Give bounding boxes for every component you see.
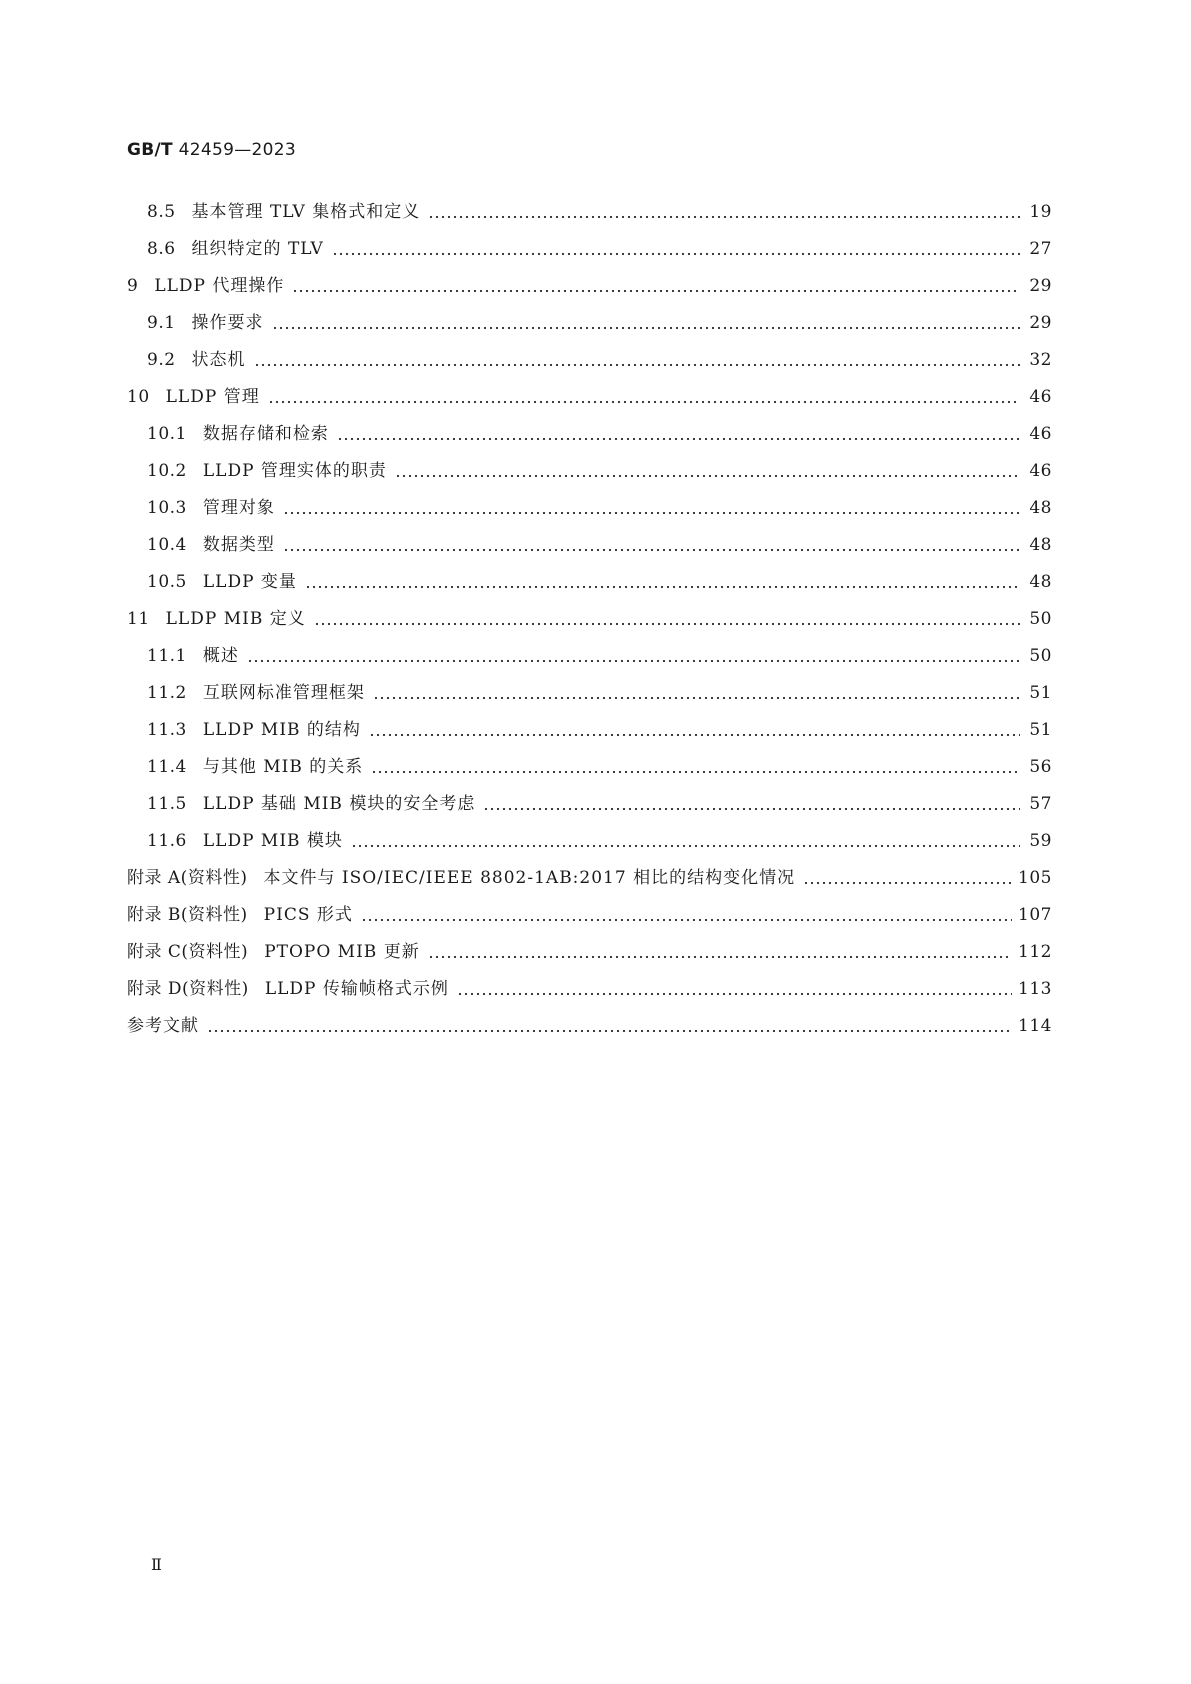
toc-dot-leader xyxy=(292,268,1020,305)
toc-entry[interactable] xyxy=(127,786,1052,823)
toc-entry-number: 11.4 xyxy=(147,757,187,777)
toc-entry-title: LLDP MIB 的结构 xyxy=(202,720,361,740)
toc-entry-title: LLDP MIB 定义 xyxy=(165,609,306,629)
toc-entry-page: 113 xyxy=(1018,979,1052,999)
toc-dot-leader xyxy=(254,342,1020,379)
toc-dot-leader xyxy=(428,194,1020,231)
toc-dot-leader xyxy=(272,305,1020,342)
toc-entry-number: 附录 B(资料性) xyxy=(127,905,248,925)
toc-entry[interactable] xyxy=(127,601,1052,638)
toc-dot-leader xyxy=(395,453,1020,490)
toc-entry-page: 19 xyxy=(1029,202,1052,222)
toc-dot-leader xyxy=(207,1008,1012,1045)
toc-dot-leader xyxy=(371,749,1020,786)
toc-entry-page: 112 xyxy=(1018,942,1052,962)
toc-dot-leader xyxy=(483,786,1020,823)
toc-entry-page: 29 xyxy=(1029,276,1052,296)
toc-entry-title: 状态机 xyxy=(191,350,246,370)
toc-entry-page: 27 xyxy=(1029,239,1052,259)
toc-entry-number: 11 xyxy=(127,609,150,629)
toc-entry-number: 10.3 xyxy=(147,498,187,518)
toc-dot-leader xyxy=(428,934,1012,971)
standard-number: 42459—2023 xyxy=(178,140,296,160)
toc-entry[interactable] xyxy=(127,490,1052,527)
toc-entry-number: 10.1 xyxy=(147,424,187,444)
toc-entry-number: 11.3 xyxy=(147,720,187,740)
toc-entry-number: 附录 D(资料性) xyxy=(127,979,249,999)
toc-entry[interactable] xyxy=(127,638,1052,675)
toc-entry-page: 50 xyxy=(1029,646,1052,666)
toc-dot-leader xyxy=(803,860,1012,897)
toc-entry[interactable] xyxy=(127,934,1052,971)
toc-entry-page: 48 xyxy=(1029,535,1052,555)
toc-entry-number: 附录 C(资料性) xyxy=(127,942,249,962)
toc-entry-number: 10.4 xyxy=(147,535,187,555)
toc-entry-page: 51 xyxy=(1029,683,1052,703)
toc-entry-title: LLDP 代理操作 xyxy=(154,276,285,296)
toc-dot-leader xyxy=(373,675,1020,712)
toc-entry[interactable] xyxy=(127,194,1052,231)
toc-entry-number: 8.5 xyxy=(147,202,176,222)
toc-entry-page: 107 xyxy=(1018,905,1052,925)
toc-entry-number: 11.5 xyxy=(147,794,187,814)
toc-entry-title: 与其他 MIB 的关系 xyxy=(202,757,364,777)
toc-entry-title: LLDP 管理实体的职责 xyxy=(202,461,387,481)
toc-dot-leader xyxy=(314,601,1020,638)
toc-entry-number: 9.1 xyxy=(147,313,176,333)
toc-dot-leader xyxy=(283,527,1020,564)
toc-dot-leader xyxy=(337,416,1020,453)
toc-entry-number: 10.5 xyxy=(147,572,187,592)
toc-entry-title: 概述 xyxy=(202,646,239,666)
toc-entry-page: 114 xyxy=(1018,1016,1052,1036)
toc-entry-title: LLDP 基础 MIB 模块的安全考虑 xyxy=(202,794,476,814)
toc-dot-leader xyxy=(268,379,1020,416)
toc-entry-page: 46 xyxy=(1029,461,1052,481)
toc-entry[interactable] xyxy=(127,1008,1052,1045)
toc-dot-leader xyxy=(305,564,1020,601)
toc-entry-page: 46 xyxy=(1029,424,1052,444)
toc-entry[interactable] xyxy=(127,342,1052,379)
toc-entry-number: 附录 A(资料性) xyxy=(127,868,248,888)
toc-entry[interactable] xyxy=(127,712,1052,749)
toc-entry-page: 32 xyxy=(1029,350,1052,370)
toc-entry-title: LLDP 管理 xyxy=(165,387,260,407)
toc-dot-leader xyxy=(283,490,1020,527)
toc-entry[interactable] xyxy=(127,971,1052,1008)
toc-entry-page: 57 xyxy=(1029,794,1052,814)
toc-dot-leader xyxy=(351,823,1020,860)
toc-dot-leader xyxy=(361,897,1012,934)
toc-entry-title: 数据存储和检索 xyxy=(202,424,329,444)
toc-entry-number: 8.6 xyxy=(147,239,176,259)
toc-entry-page: 51 xyxy=(1029,720,1052,740)
toc-entry-page: 46 xyxy=(1029,387,1052,407)
toc-entry-number: 11.6 xyxy=(147,831,187,851)
toc-dot-leader xyxy=(457,971,1012,1008)
toc-entry-title: 数据类型 xyxy=(202,535,275,555)
toc-entry-title: 基本管理 TLV 集格式和定义 xyxy=(191,202,421,222)
toc-entry-title: 本文件与 ISO/IEC/IEEE 8802-1AB:2017 相比的结构变化情况 xyxy=(263,868,796,888)
toc-entry-page: 50 xyxy=(1029,609,1052,629)
toc-entry[interactable] xyxy=(127,564,1052,601)
toc-entry-number: 10 xyxy=(127,387,150,407)
standard-code xyxy=(127,140,296,160)
toc-entry-title: PICS 形式 xyxy=(263,905,353,925)
toc-entry-page: 105 xyxy=(1018,868,1052,888)
page-number: Ⅱ xyxy=(151,1555,162,1574)
toc-entry-page: 59 xyxy=(1029,831,1052,851)
toc-entry-title: 参考文献 xyxy=(127,1016,199,1036)
toc-entry[interactable] xyxy=(127,749,1052,786)
standard-prefix: GB/T xyxy=(127,140,173,160)
toc-entry[interactable] xyxy=(127,453,1052,490)
toc-entry-page: 56 xyxy=(1029,757,1052,777)
toc-entry-title: 管理对象 xyxy=(202,498,275,518)
toc-entry-number: 9 xyxy=(127,276,139,296)
toc-entry-title: LLDP 变量 xyxy=(202,572,297,592)
toc-entry-title: LLDP MIB 模块 xyxy=(202,831,343,851)
toc-entry[interactable] xyxy=(127,268,1052,305)
toc-entry-number: 11.2 xyxy=(147,683,187,703)
toc-entry-page: 48 xyxy=(1029,498,1052,518)
toc-entry[interactable] xyxy=(127,231,1052,268)
toc-entry-title: LLDP 传输帧格式示例 xyxy=(264,979,449,999)
toc-entry[interactable] xyxy=(127,416,1052,453)
toc-entry-title: 组织特定的 TLV xyxy=(191,239,324,259)
toc-entry-title: PTOPO MIB 更新 xyxy=(264,942,420,962)
toc-entry[interactable] xyxy=(127,897,1052,934)
toc-entry-number: 10.2 xyxy=(147,461,187,481)
toc-entry-title: 操作要求 xyxy=(191,313,264,333)
toc-dot-leader xyxy=(247,638,1020,675)
toc-entry[interactable] xyxy=(127,305,1052,342)
toc-entry-page: 29 xyxy=(1029,313,1052,333)
table-of-contents xyxy=(127,194,1052,1045)
toc-entry-page: 48 xyxy=(1029,572,1052,592)
toc-dot-leader xyxy=(332,231,1020,268)
toc-entry[interactable] xyxy=(127,379,1052,416)
toc-entry-number: 11.1 xyxy=(147,646,187,666)
toc-dot-leader xyxy=(369,712,1020,749)
toc-entry[interactable] xyxy=(127,860,1052,897)
toc-entry[interactable] xyxy=(127,675,1052,712)
toc-entry-title: 互联网标准管理框架 xyxy=(202,683,365,703)
toc-entry[interactable] xyxy=(127,823,1052,860)
toc-entry-number: 9.2 xyxy=(147,350,176,370)
toc-entry[interactable] xyxy=(127,527,1052,564)
